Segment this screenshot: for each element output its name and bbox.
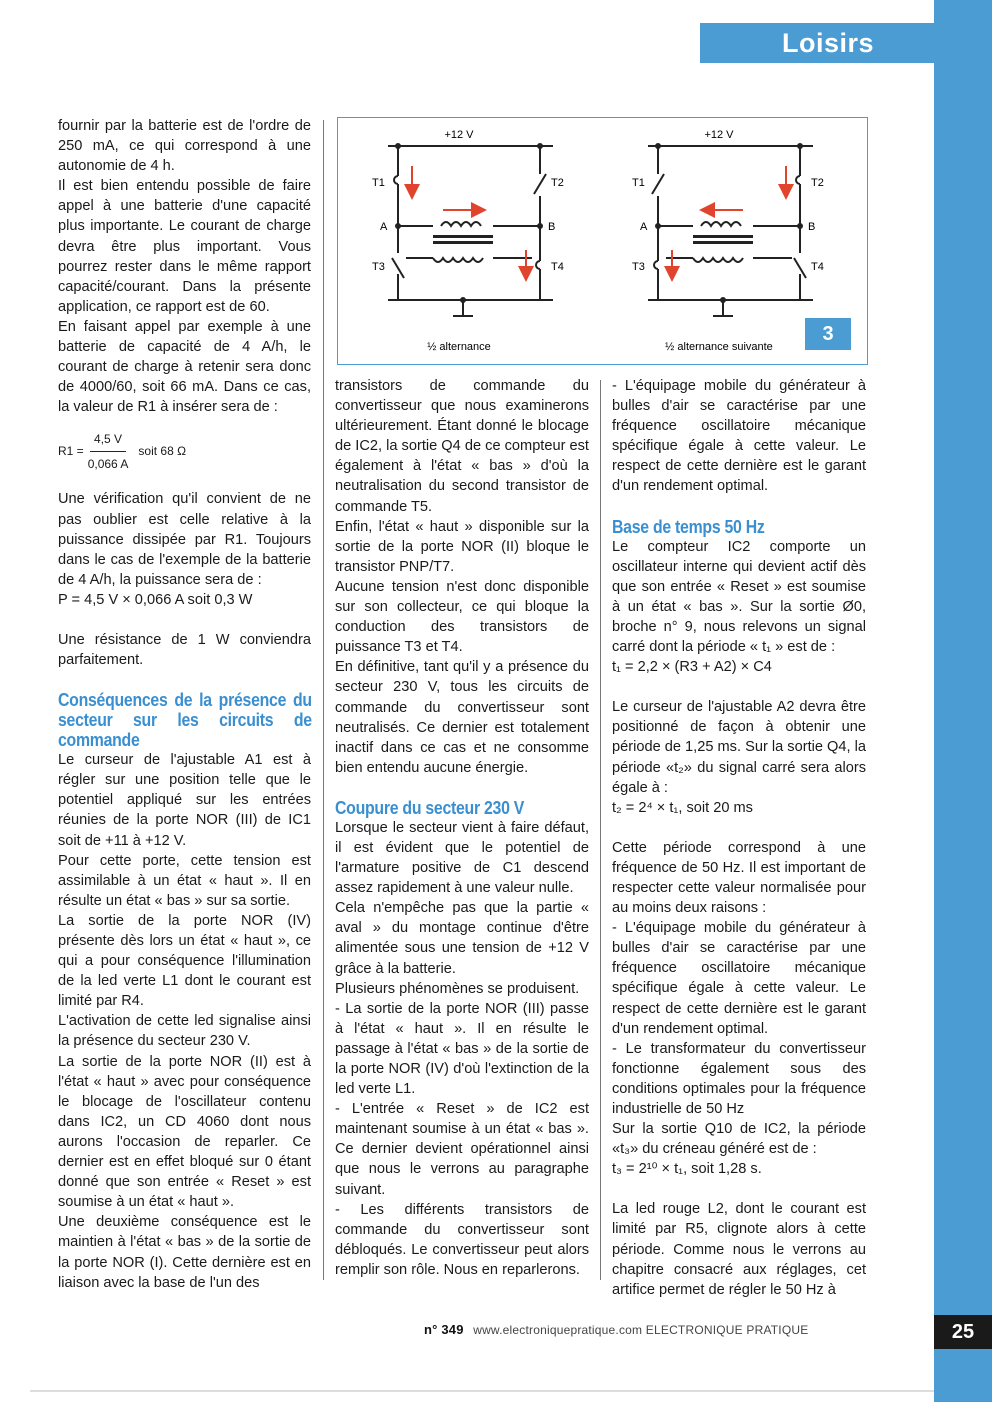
section-heading: Conséquences de la présence du secteur sur les circuits de commande: [58, 690, 312, 751]
column-1: [58, 116, 311, 1293]
node-b-label: B: [808, 221, 816, 233]
formula: t₃ = 2¹⁰ × t₁, soit 1,28 s.: [612, 1161, 762, 1178]
section-heading: Base de temps 50 Hz: [612, 516, 765, 537]
supply-label: +12 V: [444, 129, 474, 141]
figure-number-badge: 3: [805, 318, 851, 350]
r1-formula: [58, 423, 311, 479]
paragraph: Cela n'empêche pas que la partie « aval » du montage continue d'être alimentée sous une tension de +12 V grâce à la batterie.: [335, 900, 589, 977]
paragraph: En faisant appel par exemple à une batterie de capacité de 4 A/h, le courant de charge à retenir sera donc de 4000/60, soit 66 mA. Dans ce cas, la valeur de R1 à insérer sera de :: [58, 318, 311, 416]
section-header: Loisirs: [700, 23, 934, 63]
t4-label: T4: [551, 261, 564, 273]
paragraph: En définitive, tant qu'il y a présence du secteur 230 V, tous les circuits de commande du convertisseur sont neutralisés. Ce dernier est totalement inactif dans ce cas et ne consomme bien entendu aucune énergie.: [335, 659, 589, 776]
figure-3: [337, 117, 868, 365]
side-color-bar: [934, 0, 992, 1402]
column-divider: [323, 120, 324, 1280]
formula: t₂ = 2⁴ × t₁, soit 20 ms: [612, 799, 753, 816]
node-a-label: A: [640, 221, 648, 233]
footer-rule: [30, 1390, 934, 1392]
paragraph: P = 4,5 V × 0,066 A soit 0,3 W: [58, 591, 253, 608]
node-a-label: A: [380, 221, 388, 233]
page-footer: [424, 1322, 808, 1337]
supply-label: +12 V: [704, 129, 734, 141]
t3-label: T3: [632, 261, 645, 273]
paragraph: Pour cette porte, cette tension est assimilable à un état « haut ». Il en résulte un état « bas » sur sa sortie.: [58, 852, 311, 909]
paragraph: La led rouge L2, dont le courant est limité par R5, clignote alors à cette période. Comme nous le verrons au chapitre consacré aux réglages, cet artifice permet de régler le 50 Hz à: [612, 1201, 866, 1298]
paragraph: Le curseur de l'ajustable A2 devra être positionné de façon à obtenir une période de 1,25 ms. Sur la sortie Q4, la période «t₂» du signal carré sera alors égale à :: [612, 699, 866, 796]
footer-url: www.electroniquepratique.com: [473, 1323, 643, 1337]
paragraph: La sortie de la porte NOR (II) est à l'état « haut » avec pour conséquence le blocage de l'oscillateur contenu dans IC2, un CD 4060 dont nous aurons l'occasion de reparler. Ce dernier est en effet bloqué sur 0 étant donné que son entrée « Reset » est soumise à un état « haut ».: [58, 1053, 311, 1211]
list-item: - L'équipage mobile du générateur à bulles d'air se caractérise par une fréquence oscillatoire mécanique spécifique égale à cette valeur. Le respect de cette dernière est le garant d'un rendement optimal.: [612, 378, 866, 495]
paragraph: L'activation de cette led signalise ainsi la présence du secteur 230 V.: [58, 1013, 311, 1050]
formula-rhs: soit 68 Ω: [138, 444, 187, 459]
page-number: 25: [934, 1315, 992, 1349]
list-item: - L'entrée « Reset » de IC2 est maintenant soumise à un état « bas ». Ce dernier devient opérationnel ainsi que nous le verrons au paragraphe suivant.: [335, 1101, 589, 1198]
paragraph: Une résistance de 1 W conviendra parfaitement.: [58, 631, 311, 669]
node-b-label: B: [548, 221, 556, 233]
formula: t₁ = 2,2 × (R3 + A2) × C4: [612, 659, 772, 676]
paragraph: Le compteur IC2 comporte un oscillateur interne qui devient actif dès que son entrée « Reset » est soumise à un état « bas ». Sur la sortie Ø0, broche n° 9, nous relevons un signal carré dont la période « t₁ » est de :: [612, 538, 866, 656]
formula-denominator: 0,066 A: [87, 456, 129, 471]
list-item: - L'équipage mobile du générateur à bulles d'air se caractérise par une fréquence oscillatoire mécanique spécifique égale à cette valeur. Le respect de cette dernière est le garant d'un rendement optimal.: [612, 920, 866, 1037]
paragraph: fournir par la batterie est de l'ordre de 250 mA, ce qui correspond à une autonomie de 4 h.: [58, 118, 311, 175]
issue-number: n° 349: [424, 1322, 464, 1337]
column-2: [335, 376, 589, 1280]
column-3: [612, 376, 866, 1300]
paragraph: Il est bien entendu possible de faire appel à une batterie d'une capacité plus importante. Le courant de charge devra être plus important. Vous pourrez rester dans le même rapport capacité/courant. Dans la présente application, ce rapport est de 60.: [58, 178, 311, 315]
paragraph: Enfin, l'état « haut » disponible sur la sortie de la porte NOR (II) bloque le transistor PNP/T7.: [335, 518, 589, 575]
paragraph: Une vérification qu'il convient de ne pas oublier est celle relative à la puissance dissipée par R1. Toujours dans le cas de l'exemple de la batterie de 4 A/h, la puissance sera de :: [58, 491, 311, 588]
magazine-name: ELECTRONIQUE PRATIQUE: [645, 1323, 809, 1337]
t2-label: T2: [811, 177, 824, 189]
t1-label: T1: [372, 177, 385, 189]
t3-label: T3: [372, 261, 385, 273]
h-bridge-diagram: [338, 118, 867, 364]
section-heading: Coupure du secteur 230 V: [335, 797, 525, 818]
list-item: - La sortie de la porte NOR (III) passe à l'état « haut ». Il en résulte le passage à l'état « bas » de la sortie de la porte NOR (IV) d'où l'extinction de la led verte L1.: [335, 1000, 589, 1098]
t2-label: T2: [551, 177, 564, 189]
paragraph: Une deuxième conséquence est le maintien à l'état « bas » de la sortie de la porte NOR (I). Cette dernière est en liaison avec la base de l'un des: [58, 1214, 311, 1291]
paragraph: La sortie de la porte NOR (IV) présente dès lors un état « haut », ce qui a pour conséquence l'illumination de la led verte L1 dont le courant est limité par R4.: [58, 912, 311, 1010]
list-item: - Les différents transistors de commande du convertisseur sont débloqués. Le convertisseur peut alors remplir son rôle. Nous en reparlerons.: [335, 1201, 589, 1278]
formula-numerator: 4,5 V: [90, 429, 126, 452]
formula-lhs: R1 =: [58, 444, 84, 459]
t4-label: T4: [811, 261, 824, 273]
list-item: - Le transformateur du convertisseur fonctionne également sous des conditions optimales pour la fréquence industrielle de 50 Hz: [612, 1040, 866, 1117]
t1-label: T1: [632, 177, 645, 189]
paragraph: Cette période correspond à une fréquence de 50 Hz. Il est important de respecter cette valeur normalisée pour au moins deux raisons :: [612, 839, 866, 917]
caption-left: ½ alternance: [427, 341, 491, 353]
caption-right: ½ alternance suivante: [665, 341, 773, 353]
paragraph: Lorsque le secteur vient à faire défaut, il est évident que le potentiel de l'armature positive de C1 descend assez rapidement à une valeur nulle.: [335, 819, 589, 897]
paragraph: Aucune tension n'est donc disponible sur son collecteur, ce qui bloque la conduction des transistors de puissance T3 et T4.: [335, 578, 589, 656]
column-divider: [600, 380, 601, 1280]
paragraph: transistors de commande du convertisseur que nous examinerons ultérieurement. Étant donné le blocage de IC2, la sortie Q4 de ce compteur est également à l'état « bas » d'où la neutralisation du second transistor de commande T5.: [335, 378, 589, 515]
formula-fraction: [88, 429, 129, 474]
paragraph: Sur la sortie Q10 de IC2, la période «t₃» du créneau généré est de :: [612, 1121, 866, 1158]
paragraph: Le curseur de l'ajustable A1 est à régler sur une position telle que le potentiel appliqué sur les entrées réunies de la porte NOR (III) de IC1 soit de +11 à +12 V.: [58, 752, 311, 849]
paragraph: Plusieurs phénomènes se produisent.: [335, 980, 580, 997]
